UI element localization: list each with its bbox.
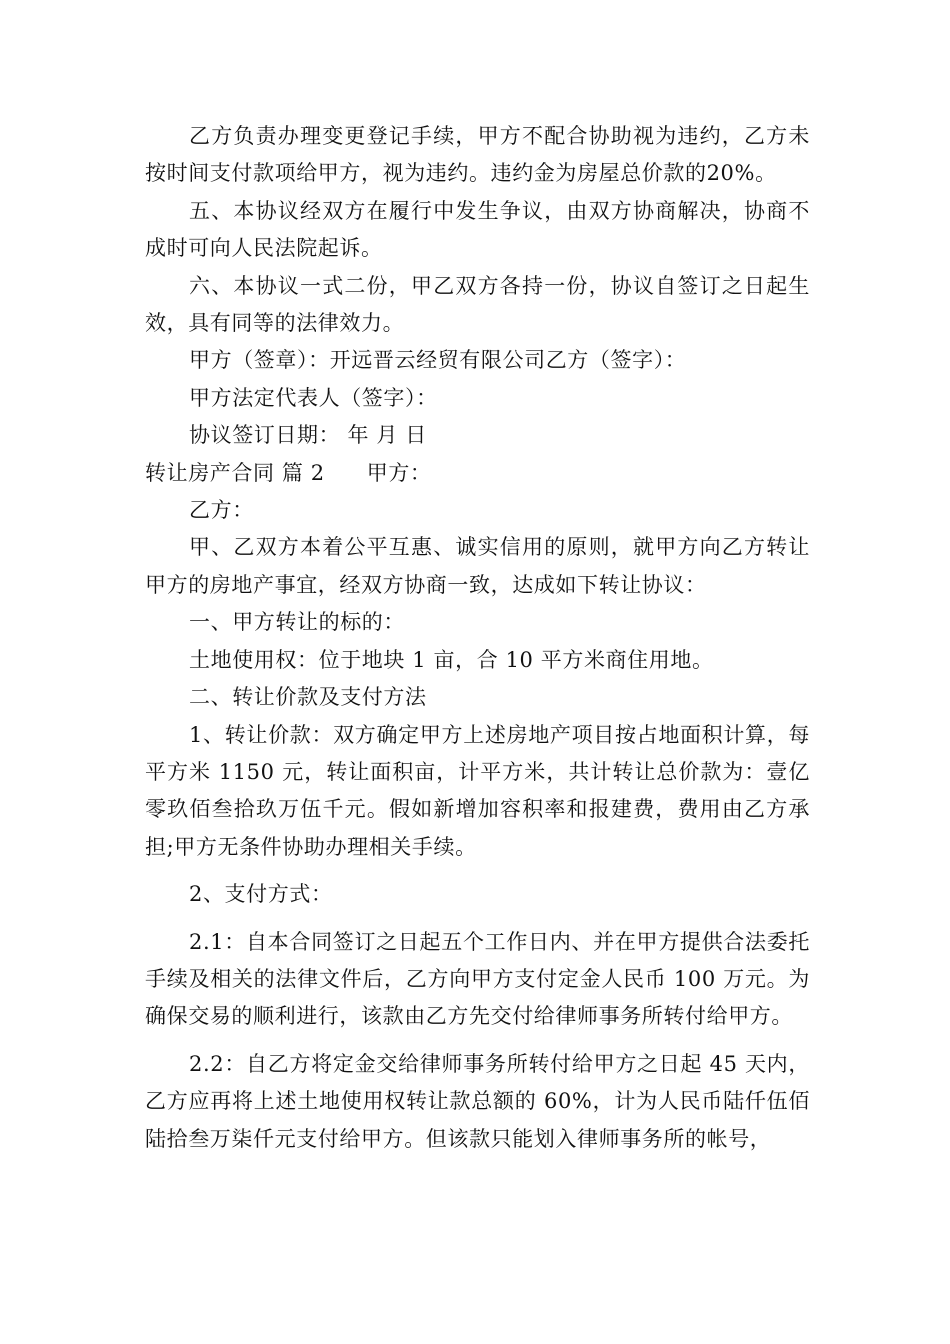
paragraph-party-b: 乙方： <box>189 498 254 523</box>
paragraph-signing-date: 协议签订日期： 年 月 日 <box>189 423 427 448</box>
paragraph-breach-clause: 乙方负责办理变更登记手续，甲方不配合协助视为违约，乙方未按时间支付款项给甲方，视为违约。违约金为房屋总价款的20%。 <box>145 124 810 186</box>
paragraph-clause-five: 五、本协议经双方在履行中发生争议，由双方协商解决，协商不成时可向人民法院起诉。 <box>145 198 810 261</box>
section-party-a: 甲方： <box>366 460 432 485</box>
paragraph-transfer-price: 1、转让价款：双方确定甲方上述房地产项目按占地面积计算，每平方米 1150 元，转让面积亩，计平方米，共计转让总价款为：壹亿零玖佰叁拾玖万伍千元。假如新增加容积率和报建费，费用由乙方承担;甲方无条件协助办理相关手续。 <box>145 722 810 859</box>
paragraph-payment-2-2: 2.2：自乙方将定金交给律师事务所转付给甲方之日起 45 天内，乙方应再将上述土地使用权转让款总额的 60%，计为人民币陆仟伍佰陆拾叁万柒仟元支付给甲方。但该款只能划入律师事务所的帐号， <box>145 1051 810 1151</box>
section-heading <box>145 455 810 492</box>
paragraph-subject-heading: 一、甲方转让的标的： <box>189 610 405 635</box>
section-title: 转让房产合同 篇 2 <box>145 460 325 485</box>
paragraph-legal-representative: 甲方法定代表人（签字）： <box>189 385 438 410</box>
paragraph-price-heading: 二、转让价款及支付方法 <box>189 685 427 710</box>
paragraph-payment-method: 2、支付方式： <box>189 882 333 907</box>
paragraph-preamble: 甲、乙双方本着公平互惠、诚实信用的原则，就甲方向乙方转让甲方的房地产事宜，经双方协商一致，达成如下转让协议： <box>145 535 810 597</box>
paragraph-land-use-right: 土地使用权：位于地块 1 亩，合 10 平方米商住用地。 <box>189 647 714 672</box>
document-body <box>145 118 810 1158</box>
paragraph-payment-2-1: 2.1：自本合同签订之日起五个工作日内、并在甲方提供合法委托手续及相关的法律文件后，乙方向甲方支付定金人民币 100 万元。为确保交易的顺利进行，该款由乙方先交付给律师事务所转付给甲方。 <box>145 929 810 1029</box>
paragraph-clause-six: 六、本协议一式二份，甲乙双方各持一份，协议自签订之日起生效，具有同等的法律效力。 <box>145 273 810 336</box>
paragraph-signature-parties: 甲方（签章）：开远晋云经贸有限公司乙方（签字）： <box>189 348 687 373</box>
